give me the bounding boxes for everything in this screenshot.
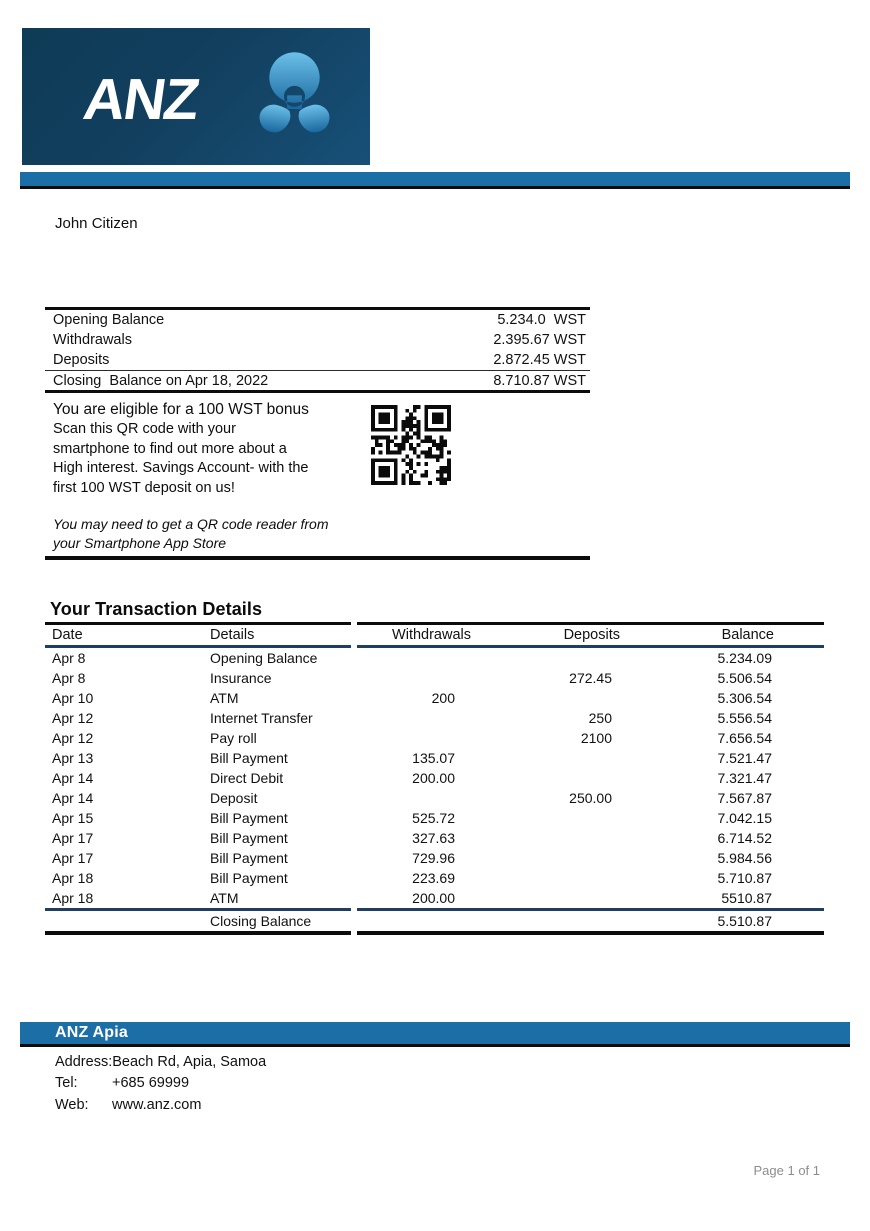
cell-details: Deposit xyxy=(210,790,258,806)
table-row xyxy=(45,808,824,828)
web-value: www.anz.com xyxy=(112,1096,202,1113)
cell-date: Apr 14 xyxy=(52,770,94,786)
summary-label: Closing Balance on Apr 18, 2022 xyxy=(53,372,269,389)
cell-date: Apr 10 xyxy=(52,690,94,706)
cell-balance: 7.567.87 xyxy=(717,790,772,806)
cell-balance: 5.710.87 xyxy=(717,870,772,886)
summary-label: Withdrawals xyxy=(53,332,132,348)
promo-note-line: You may need to get a QR code reader from xyxy=(53,516,329,532)
cell-balance: 5.984.56 xyxy=(717,850,772,866)
column-header-balance: Balance xyxy=(721,627,774,643)
column-header-withdrawals: Withdrawals xyxy=(392,627,471,643)
cell-balance: 7.321.47 xyxy=(717,770,772,786)
transaction-rows xyxy=(45,648,824,908)
cell-date: Apr 18 xyxy=(52,870,94,886)
cell-details: Bill Payment xyxy=(210,850,288,866)
summary-label: Deposits xyxy=(53,352,110,368)
cell-date: Apr 14 xyxy=(52,790,94,806)
anz-lotus-icon xyxy=(242,46,347,151)
balance-summary xyxy=(45,307,590,393)
cell-balance: 5.306.54 xyxy=(717,690,772,706)
cell-date: Apr 15 xyxy=(52,810,94,826)
cell-details: Opening Balance xyxy=(210,650,318,666)
summary-value: 8.710.87 WST xyxy=(493,372,586,389)
table-row xyxy=(45,748,824,768)
promo-line: Scan this QR code with your xyxy=(53,421,236,437)
table-row xyxy=(45,688,824,708)
table-row xyxy=(45,768,824,788)
cell-details: Bill Payment xyxy=(210,830,288,846)
cell-date: Apr 18 xyxy=(52,890,94,906)
cell-date: Apr 17 xyxy=(52,830,94,846)
contact-block xyxy=(55,1051,266,1116)
cell-date: Apr 8 xyxy=(52,650,86,666)
table-row xyxy=(45,708,824,728)
promo-line: High interest. Savings Account- with the xyxy=(53,460,309,476)
tel-row xyxy=(55,1073,266,1095)
cell-withdrawals: 135.07 xyxy=(412,750,455,766)
web-label: Web: xyxy=(55,1096,89,1113)
cell-balance: 5510.87 xyxy=(721,890,772,906)
tel-label: Tel: xyxy=(55,1075,78,1092)
branch-bar xyxy=(20,1022,850,1047)
cell-date: Apr 17 xyxy=(52,850,94,866)
promo-headline: You are eligible for a 100 WST bonus xyxy=(53,401,309,418)
qr-promo-section xyxy=(45,396,590,560)
cell-details: ATM xyxy=(210,890,239,906)
address-label: Address: xyxy=(55,1053,113,1070)
table-header-row xyxy=(45,625,824,645)
column-header-deposits: Deposits xyxy=(563,627,620,643)
cell-details: Bill Payment xyxy=(210,750,288,766)
cell-withdrawals: 223.69 xyxy=(412,870,455,886)
cell-balance: 5.234.09 xyxy=(717,650,772,666)
address-value: Beach Rd, Apia, Samoa xyxy=(112,1053,267,1070)
table-row xyxy=(45,728,824,748)
cell-date: Apr 12 xyxy=(52,710,94,726)
web-row xyxy=(55,1094,266,1116)
cell-details: ATM xyxy=(210,690,239,706)
page-number: Page 1 of 1 xyxy=(753,1163,820,1178)
summary-value: 2.872.45 WST xyxy=(493,352,586,368)
cell-details: Pay roll xyxy=(210,730,257,746)
cell-withdrawals: 200.00 xyxy=(412,770,455,786)
cell-details: Internet Transfer xyxy=(210,710,313,726)
summary-row xyxy=(45,310,590,330)
table-row xyxy=(45,868,824,888)
cell-balance: 7.521.47 xyxy=(717,750,772,766)
transactions-title: Your Transaction Details xyxy=(50,599,263,619)
cell-details: Direct Debit xyxy=(210,770,284,786)
closing-balance-value: 5.510.87 xyxy=(717,913,772,929)
cell-withdrawals: 525.72 xyxy=(412,810,455,826)
column-header-date: Date xyxy=(52,627,83,643)
table-row xyxy=(45,888,824,908)
closing-balance-label: Closing Balance xyxy=(210,913,312,929)
cell-details: Bill Payment xyxy=(210,810,288,826)
anz-wordmark: ANZ xyxy=(79,67,202,132)
header-divider-bar xyxy=(20,172,850,189)
cell-balance: 7.656.54 xyxy=(717,730,772,746)
address-row xyxy=(55,1051,266,1073)
anz-logo xyxy=(22,28,370,165)
cell-withdrawals: 327.63 xyxy=(412,830,455,846)
table-bottom-rule xyxy=(45,931,824,935)
cell-balance: 7.042.15 xyxy=(717,810,772,826)
cell-details: Insurance xyxy=(210,670,272,686)
cell-date: Apr 13 xyxy=(52,750,94,766)
column-header-details: Details xyxy=(210,627,255,643)
cell-deposits: 250 xyxy=(588,710,612,726)
summary-value: 2.395.67 WST xyxy=(493,332,586,348)
promo-line: smartphone to find out more about a xyxy=(53,440,287,457)
cell-withdrawals: 200.00 xyxy=(412,890,455,906)
cell-date: Apr 12 xyxy=(52,730,94,746)
promo-note-line: your Smartphone App Store xyxy=(53,535,227,551)
cell-balance: 5.506.54 xyxy=(717,670,772,686)
branch-name: ANZ Apia xyxy=(55,1024,129,1041)
table-row xyxy=(45,668,824,688)
summary-value: 5.234.0 WST xyxy=(497,312,586,328)
cell-deposits: 272.45 xyxy=(569,670,612,686)
cell-date: Apr 8 xyxy=(52,670,86,686)
qr-code-icon xyxy=(371,403,451,487)
promo-line: first 100 WST deposit on us! xyxy=(53,479,235,496)
closing-balance-row xyxy=(45,911,824,931)
table-row xyxy=(45,848,824,868)
table-row xyxy=(45,828,824,848)
table-row xyxy=(45,648,824,668)
cell-deposits: 2100 xyxy=(580,730,612,746)
customer-name: John Citizen xyxy=(55,215,138,232)
summary-row xyxy=(45,350,590,370)
cell-withdrawals: 729.96 xyxy=(412,850,455,866)
summary-label: Opening Balance xyxy=(53,312,165,328)
cell-balance: 5.556.54 xyxy=(717,710,772,726)
summary-row xyxy=(45,330,590,350)
cell-deposits: 250.00 xyxy=(569,790,612,806)
summary-closing-row xyxy=(45,370,590,390)
cell-withdrawals: 200 xyxy=(431,690,455,706)
tel-value: +685 69999 xyxy=(112,1075,190,1092)
transactions-table xyxy=(45,622,824,935)
cell-balance: 6.714.52 xyxy=(717,830,772,846)
table-row xyxy=(45,788,824,808)
cell-details: Bill Payment xyxy=(210,870,288,886)
